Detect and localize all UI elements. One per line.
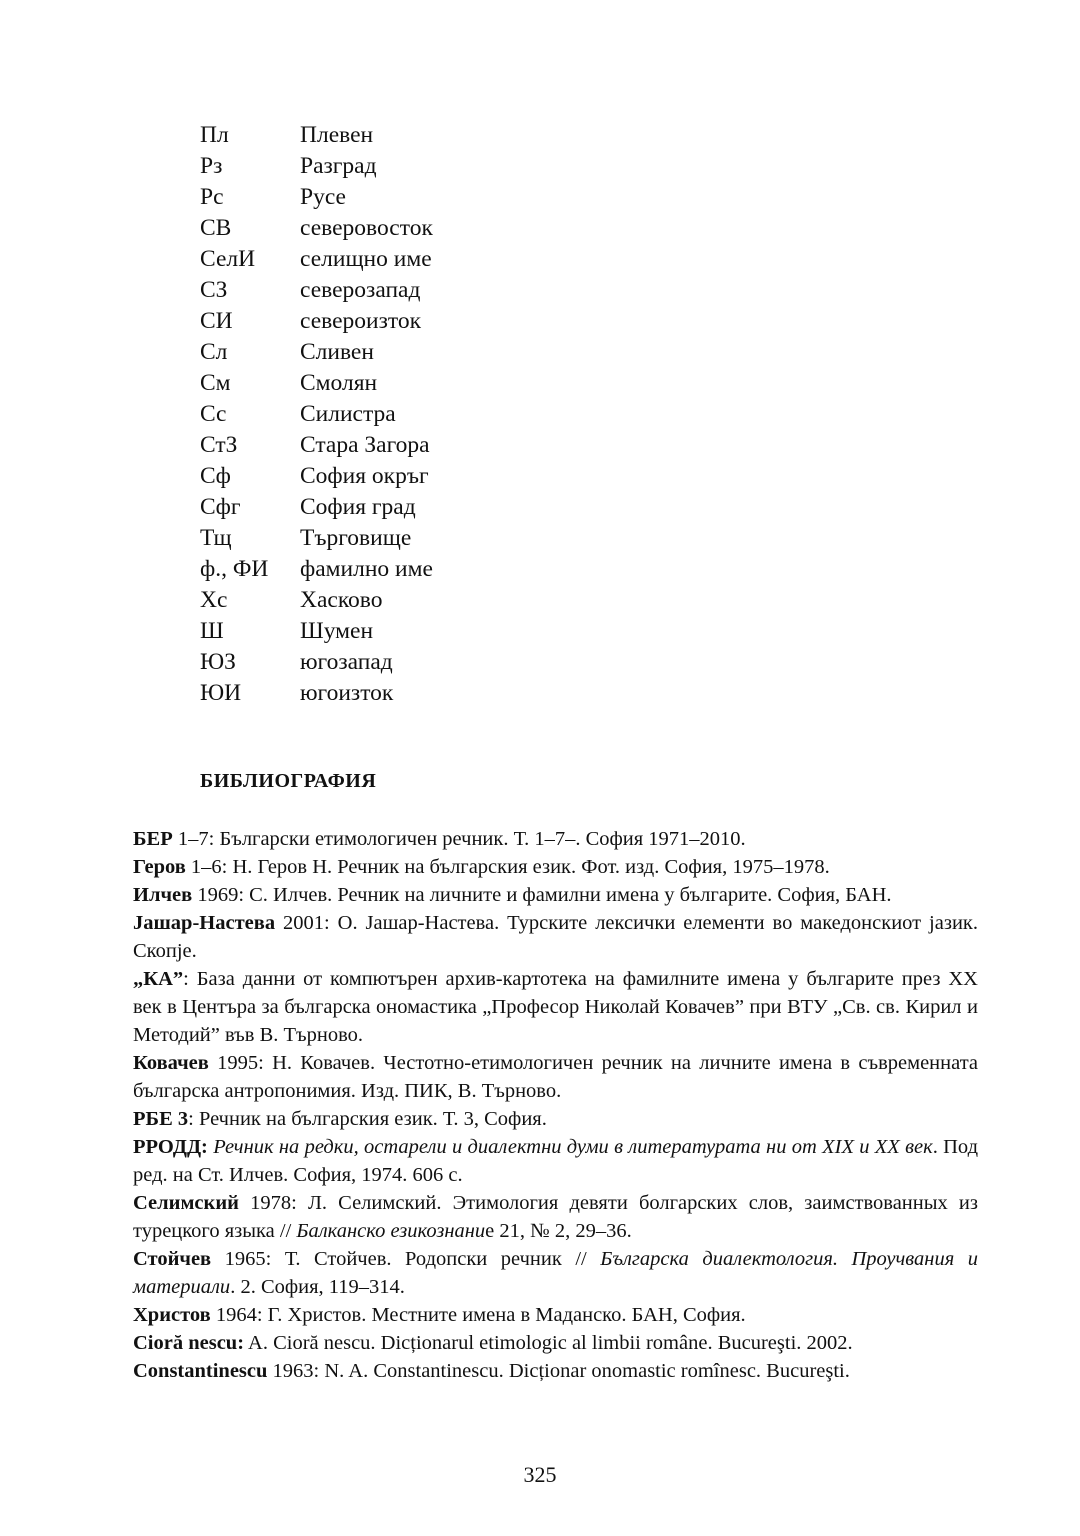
- abbreviation-row: [200, 120, 433, 151]
- abbreviation-meaning: северовосток: [300, 215, 433, 241]
- entry-text: . Под ред. на Ст. Илчев. София, 1974. 606 с.: [133, 1136, 979, 1186]
- abbreviation-key: ЮИ: [200, 680, 242, 706]
- abbreviation-key: ф., ФИ: [200, 556, 269, 582]
- abbreviation-meaning: северозапад: [300, 277, 421, 303]
- entry-siglum: Илчев: [133, 884, 193, 906]
- abbreviation-key: СВ: [200, 215, 232, 241]
- entry-text: 1964: Г. Христов. Местните имена в Маданско. БАН, София.: [210, 1304, 746, 1326]
- abbreviation-meaning: Русе: [300, 184, 346, 210]
- abbreviation-row: [200, 213, 433, 244]
- entry-siglum: Христов: [133, 1304, 211, 1326]
- abbreviation-key: Рз: [200, 153, 223, 179]
- entry-siglum: РБЕ 3: [133, 1108, 189, 1130]
- abbreviation-row: [200, 461, 433, 492]
- abbreviation-key: Ш: [200, 618, 224, 644]
- bibliography-entry: [133, 1133, 978, 1189]
- abbreviation-row: [200, 182, 433, 213]
- abbreviation-meaning: София град: [300, 494, 416, 520]
- abbreviation-key: Пл: [200, 122, 229, 148]
- abbreviation-key: СелИ: [200, 246, 256, 272]
- bibliography-entry: [133, 1329, 978, 1357]
- entry-siglum: Селимский: [133, 1192, 239, 1214]
- bibliography-entry: [133, 1245, 978, 1301]
- bibliography-list: [133, 825, 978, 1385]
- abbreviation-key: Хс: [200, 587, 228, 613]
- entry-title-italic: Балканско езикознани: [296, 1220, 486, 1242]
- abbreviation-meaning: Търговище: [300, 525, 412, 551]
- entry-title-italic: Речник на редки, остарели и диалектни думи в литературата ни от XIX и XX век: [213, 1136, 933, 1158]
- entry-text: 1969: С. Илчев. Речник на личните и фамилни имена у българите. София, БАН.: [192, 884, 892, 906]
- entry-text: 2001: О. Јашар-Настева. Турските лексички елементи во македонскиот јазик. Скопје.: [133, 912, 978, 962]
- abbreviation-row: [200, 306, 433, 337]
- bibliography-heading: БИБЛИОГРАФИЯ: [200, 770, 377, 792]
- bibliography-entry: [133, 1105, 978, 1133]
- abbreviation-meaning: Силистра: [300, 401, 396, 427]
- bibliography-entry: [133, 1357, 978, 1385]
- abbreviation-list: [200, 120, 433, 709]
- abbreviation-meaning: югоизток: [300, 680, 394, 706]
- entry-siglum: Стойчев: [133, 1248, 212, 1270]
- entry-text: 1–6: Н. Геров Н. Речник на българския език. Фот. изд. София, 1975–1978.: [185, 856, 830, 878]
- bibliography-entry: [133, 881, 978, 909]
- abbreviation-meaning: София окръг: [300, 463, 429, 489]
- entry-text: : База данни от компютърен архив-картотека на фамилните имена у българите през ХХ век в Центъра за българска ономастика „Професор Николай Ковачев” при ВТУ „Св. св. Кирил и Методий” във В. Търново.: [133, 968, 978, 1046]
- abbreviation-row: [200, 554, 433, 585]
- abbreviation-row: [200, 678, 433, 709]
- abbreviation-row: [200, 430, 433, 461]
- abbreviation-key: СтЗ: [200, 432, 238, 458]
- abbreviation-row: [200, 647, 433, 678]
- abbreviation-meaning: североизток: [300, 308, 422, 334]
- abbreviation-meaning: селищно име: [300, 246, 432, 272]
- abbreviation-meaning: Хасково: [300, 587, 383, 613]
- entry-text: A. Cioră nescu. Dicționarul etimologic al limbii române. Bucureşti. 2002.: [244, 1332, 853, 1354]
- entry-text: 1963: N. A. Constantinescu. Dicționar onomastic romînesc. Bucureşti.: [267, 1360, 850, 1382]
- abbreviation-key: СИ: [200, 308, 233, 334]
- bibliography-entry: [133, 853, 978, 881]
- abbreviation-row: [200, 616, 433, 647]
- abbreviation-meaning: Смолян: [300, 370, 378, 396]
- entry-siglum: Геров: [133, 856, 186, 878]
- entry-text: 1–7: Български етимологичен речник. Т. 1–7–. София 1971–2010.: [172, 828, 746, 850]
- abbreviation-row: [200, 275, 433, 306]
- abbreviation-row: [200, 337, 433, 368]
- abbreviation-key: Сф: [200, 463, 231, 489]
- bibliography-entry: [133, 909, 978, 965]
- entry-siglum: БЕР: [133, 828, 173, 850]
- abbreviation-key: Сс: [200, 401, 227, 427]
- abbreviation-key: Сфг: [200, 494, 241, 520]
- abbreviation-key: Сл: [200, 339, 228, 365]
- entry-siglum: „КА”: [133, 968, 184, 990]
- abbreviation-meaning: Шумен: [300, 618, 374, 644]
- entry-text: 1995: Н. Ковачев. Честотно-етимологичен речник на личните имена в съвременната българска антропонимия. Изд. ПИК, В. Търново.: [133, 1052, 978, 1102]
- abbreviation-meaning: Стара Загора: [300, 432, 430, 458]
- entry-siglum: Constantinescu: [133, 1360, 268, 1382]
- entry-siglum: Cioră nescu:: [133, 1332, 245, 1354]
- entry-siglum: Јашар-Настева: [133, 912, 276, 934]
- abbreviation-meaning: Плевен: [300, 122, 374, 148]
- bibliography-entry: [133, 825, 978, 853]
- entry-siglum: РРОДД:: [133, 1136, 208, 1158]
- bibliography-entry: [133, 965, 978, 1049]
- bibliography-entry: [133, 1049, 978, 1105]
- entry-text: 1978: Л. Селимский. Этимология девяти болгарских слов, заимствованных из турецкого языка //: [133, 1192, 978, 1242]
- entry-text: : Речник на българския език. Т. 3, София.: [188, 1108, 547, 1130]
- abbreviation-key: См: [200, 370, 231, 396]
- abbreviation-row: [200, 368, 433, 399]
- abbreviation-key: СЗ: [200, 277, 228, 303]
- abbreviation-row: [200, 492, 433, 523]
- abbreviation-row: [200, 523, 433, 554]
- entry-title-italic: Българска диалектология. Проучвания и материали: [133, 1248, 978, 1298]
- abbreviation-key: ЮЗ: [200, 649, 236, 675]
- entry-text: . 2. София, 119–314.: [230, 1276, 405, 1298]
- abbreviation-row: [200, 585, 433, 616]
- bibliography-entry: [133, 1189, 978, 1245]
- abbreviation-row: [200, 244, 433, 275]
- abbreviation-row: [200, 399, 433, 430]
- abbreviation-meaning: Сливен: [300, 339, 374, 365]
- entry-text: 1965: Т. Стойчев. Родопски речник //: [211, 1248, 601, 1270]
- abbreviation-key: Рс: [200, 184, 224, 210]
- abbreviation-meaning: югозапад: [300, 649, 393, 675]
- abbreviation-meaning: Разград: [300, 153, 377, 179]
- abbreviation-row: [200, 151, 433, 182]
- entry-siglum: Ковачев: [133, 1052, 209, 1074]
- abbreviation-meaning: фамилно име: [300, 556, 433, 582]
- abbreviation-key: Тщ: [200, 525, 232, 551]
- bibliography-entry: [133, 1301, 978, 1329]
- entry-text: е 21, № 2, 29–36.: [485, 1220, 632, 1242]
- page-number: 325: [523, 1462, 557, 1487]
